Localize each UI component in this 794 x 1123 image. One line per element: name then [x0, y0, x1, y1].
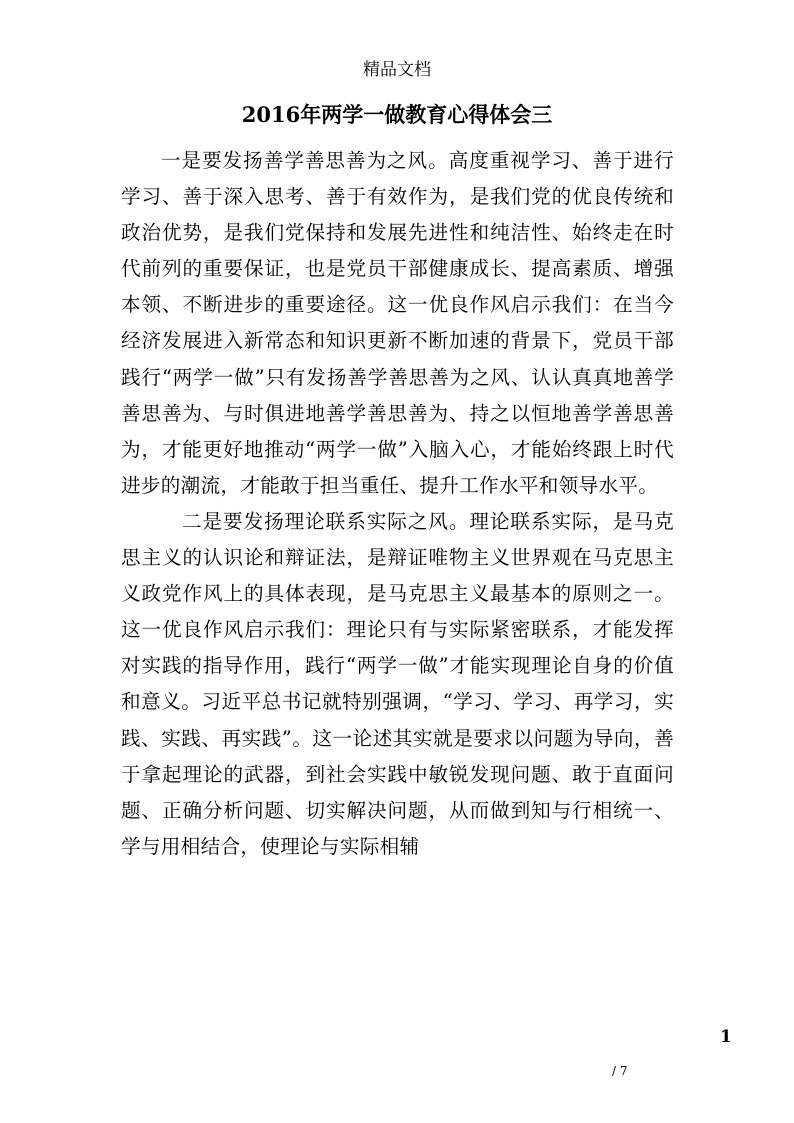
paragraph-2: 二是要发扬理论联系实际之风。理论联系实际，是马克思主义的认识论和辩证法，是辩证唯物主义世界观在马克思主义政党作风上的具体表现，是马克思主义最基本的原则之一。这一优良作风启示我们：理论只有与实际紧密联系，才能发挥对实践的指导作用，践行“两学一做”才能实现理论自身的价值和意义。习近平总书记就特别强调，“学习、学习、再学习，实践、实践、再实践”。这一论述其实就是要求以问题为导向，善于拿起理论的武器，到社会实践中敏锐发现问题、敢于直面问题、正确分析问题、切实解决问题，从而做到知与行相统一、学与用相结合，使理论与实际相辅 [121, 509, 674, 858]
page-header: 精品文档 [363, 60, 431, 80]
document-body [121, 143, 674, 865]
page-number: 1 [720, 1027, 732, 1047]
paragraph-1: 一是要发扬善学善思善为之风。高度重视学习、善于进行学习、善于深入思考、善于有效作为，是我们党的优良传统和政治优势，是我们党保持和发展先进性和纯洁性、始终走在时代前列的重要保证，也是党员干部健康成长、提高素质、增强本领、不断进步的重要途径。这一优良作风启示我们：在当今经济发展进入新常态和知识更新不断加速的背景下，党员干部践行“两学一做”只有发扬善学善思善为之风、认认真真地善学善思善为、与时俱进地善学善思善为、持之以恒地善学善思善为，才能更好地推动“两学一做”入脑入心，才能始终跟上时代进步的潮流，才能敢于担当重任、提升工作水平和领导水平。 [121, 149, 674, 497]
page-total: / 7 [612, 1064, 628, 1078]
document-title: 2016年两学一做教育心得体会三 [241, 102, 553, 127]
